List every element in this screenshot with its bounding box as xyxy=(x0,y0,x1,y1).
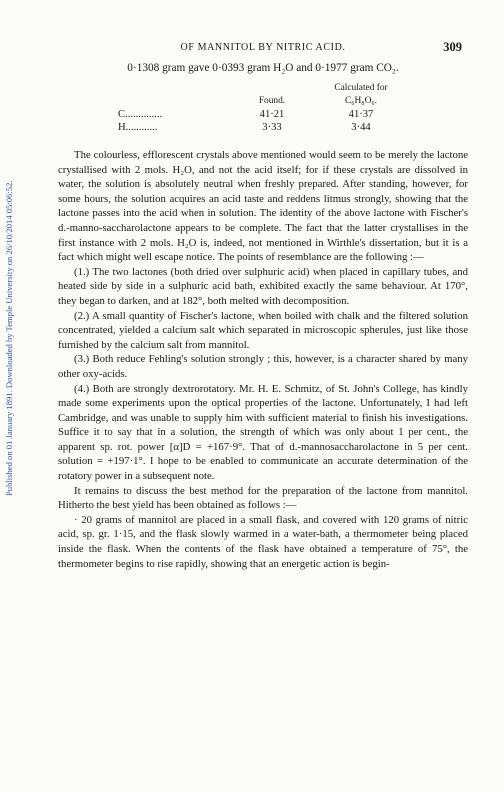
found-value: 41·21 xyxy=(259,109,285,120)
page-number: 309 xyxy=(443,40,462,54)
paragraph: (1.) The two lactones (both dried over sulphuric acid) when placed in capillary tubes, and heated side by side in a sulphuric acid bath, exhibited exactly the same behaviour. At 170°, they began to darken, and at 182°, both melted with decomposition. xyxy=(58,265,468,307)
download-watermark: Published on 01 January 1891. Downloaded by Temple University on 26/10/2014 05:06:52. xyxy=(4,180,14,496)
running-title: OF MANNITOL BY NITRIC ACID. xyxy=(180,42,346,53)
paragraph: (3.) Both reduce Fehling's solution strongly ; this, however, is a character shared by many other oxy-acids. xyxy=(58,353,468,380)
found-header: Found. xyxy=(258,96,286,106)
page xyxy=(58,40,468,571)
calculated-value: 3·44 xyxy=(351,122,371,133)
calculated-value: 41·37 xyxy=(348,109,374,120)
table-row xyxy=(118,108,406,121)
paragraph: The colourless, efflorescent crystals above mentioned would seem to be merely the lactone crystallised with 2 mols. H₂O, and not the acid itself; for if these crystals are dissolved in water, the solution is absolutely neutral when freshly prepared. After standing, however, for some hours, the solution acquires an acid taste and reddens litmus strongly, showing that the lactone passes into the acid when in solution. The identity of the above lactone with Fischer's d.-manno-saccharolactone appears to be complete. The fact that the latter crystallises in the first instance with 2 mols. H₂O is, indeed, not mentioned in Wirthle's dissertation, but it is a fact which might well escape notice. The points of resemblance are the following :— xyxy=(58,149,468,264)
running-header xyxy=(58,40,468,60)
paragraph: (4.) Both are strongly dextrorotatory. Mr. H. E. Schmitz, of St. John's College, has kindly made some experiments upon the optical properties of the lactone. Unfortunately, I had left Cambridge, and was unable to supply him with sufficient material to finish his investigations. Suffice it to say that in a solution, the strength of which was only about 1 per cent., the apparent sp. rot. power [α]D = +167·9°. That of d.-mannosaccharolactone in 5 per cent. solution = +197·1°. I hope to be enabled to communicate an accurate determination of the rotatory power in a subsequent note. xyxy=(58,382,468,483)
paragraph: (2.) A small quantity of Fischer's lactone, when boiled with chalk and the filtered solution concentrated, yielded a calcium salt which separated in microscopic spherules, just like those furnished by the calcium salt from mannitol. xyxy=(58,309,468,351)
calculated-header-line1: Calculated for xyxy=(334,83,388,93)
calculated-header-formula: C₆H₈O₆. xyxy=(345,96,377,106)
paragraph: It remains to discuss the best method for the preparation of the lactone from mannitol. Hitherto the best yield has been obtained as follows :— xyxy=(58,484,468,512)
calculated-header xyxy=(316,82,406,108)
body-text xyxy=(58,148,468,571)
analysis-sample-line: 0·1308 gram gave 0·0393 gram H₂O and 0·1977 gram CO₂. xyxy=(127,62,399,74)
paragraph: · 20 grams of mannitol are placed in a small flask, and covered with 120 grams of nitric acid, sp. gr. 1·15, and the flask slowly warmed in a water-bath, a thermometer being placed inside the flask. When the contents of the flask have obtained a temperature of 75°, the thermometer begins to rise rapidly, showing that an energetic action is begin- xyxy=(58,513,468,570)
element-label: C.............. xyxy=(118,109,163,120)
found-value: 3·33 xyxy=(262,122,282,133)
element-label: H............ xyxy=(118,122,158,133)
table-row xyxy=(118,121,406,134)
analysis-table xyxy=(118,82,406,134)
